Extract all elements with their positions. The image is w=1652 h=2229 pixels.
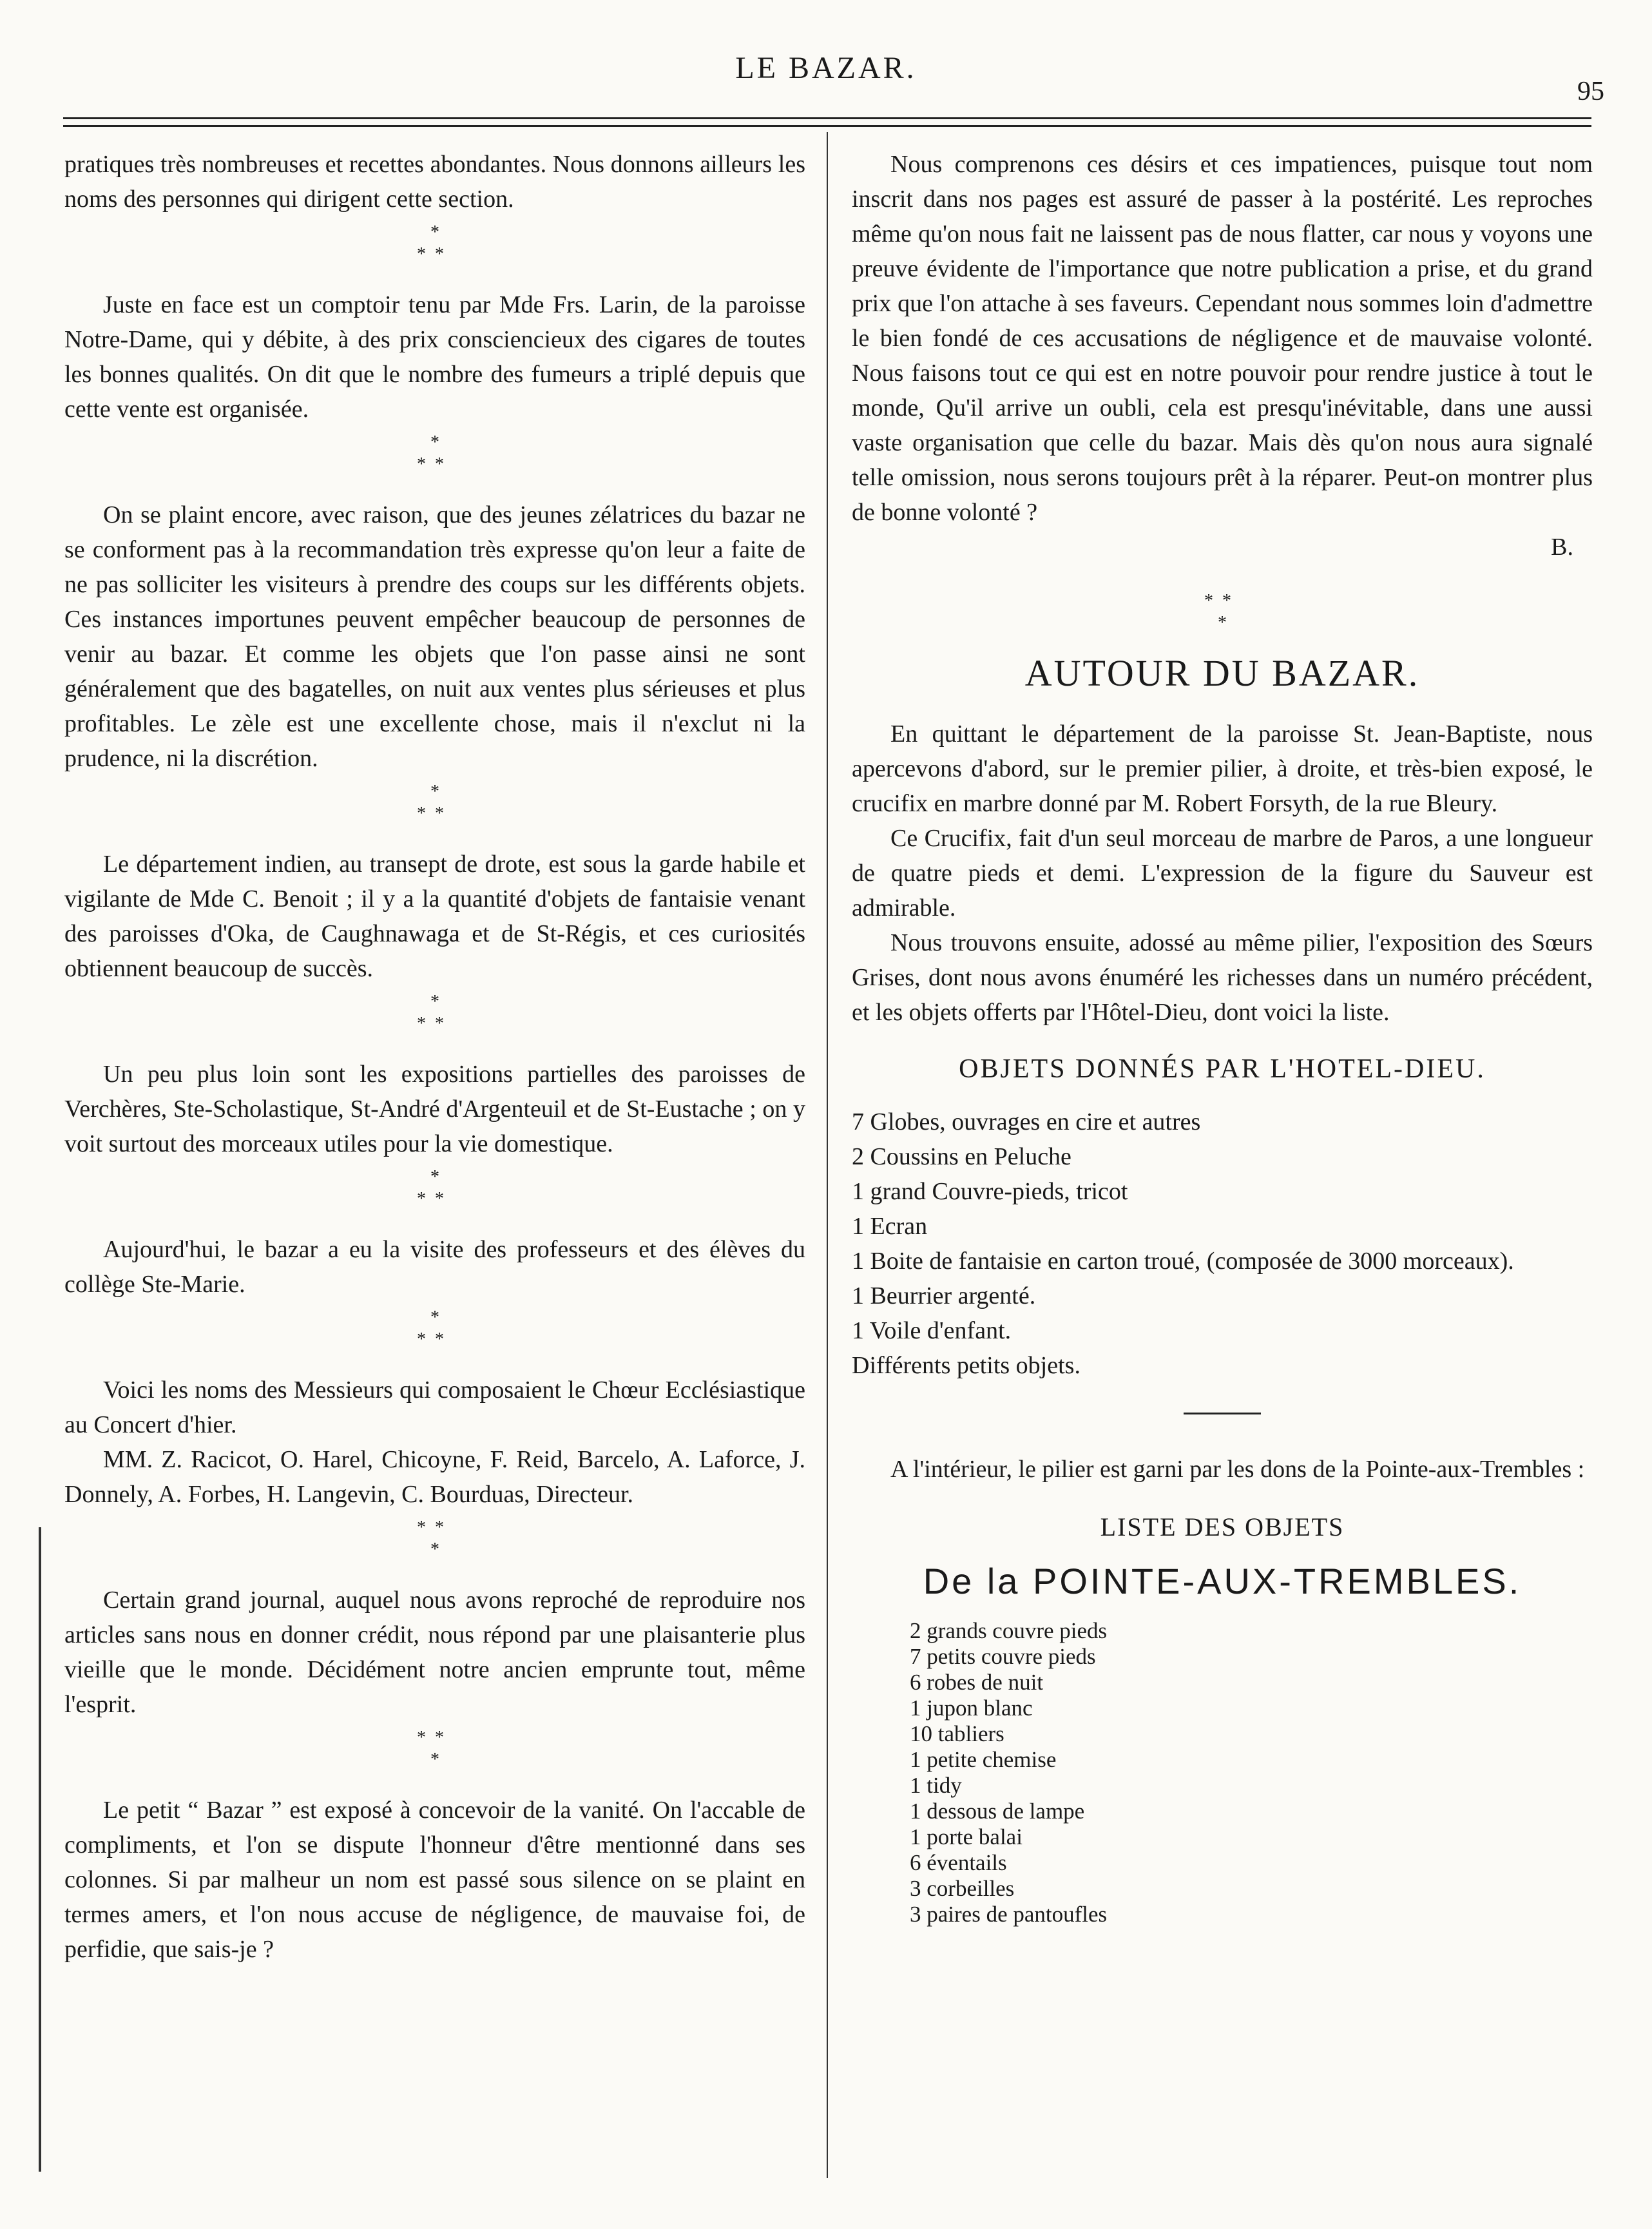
asterism-divider: * **	[417, 782, 453, 824]
column-divider	[827, 132, 828, 2178]
list-item: 1 jupon blanc	[910, 1695, 1033, 1721]
list-item: 1 grand Couvre-pieds, tricot	[852, 1178, 1128, 1205]
asterism-divider: ** *	[417, 1518, 453, 1559]
list-item: 7 petits couvre pieds	[910, 1644, 1096, 1669]
list-item: 3 corbeilles	[910, 1876, 1015, 1901]
page-number: 95	[1577, 77, 1604, 106]
right-column	[852, 147, 1593, 1927]
list-item: 1 Ecran	[852, 1213, 928, 1240]
choir-names: MM. Z. Racicot, O. Harel, Chicoyne, F. Reid, Barcelo, A. Laforce, J. Donnely, A. Forbes, H. Langevin, C. Bourduas, Directeur.	[64, 1446, 805, 1508]
pointe-aux-trembles-list	[910, 1618, 1593, 1927]
paragraph: Voici les noms des Messieurs qui composaient le Chœur Ecclésiastique au Concert d'hier.	[64, 1376, 805, 1438]
list-item: 1 porte balai	[910, 1824, 1023, 1849]
asterism-divider: * **	[417, 432, 453, 474]
list-item: 1 dessous de lampe	[910, 1799, 1085, 1824]
asterism-divider: ** *	[1204, 591, 1240, 633]
pointe-list-title: LISTE DES OBJETS	[1100, 1512, 1345, 1541]
section-title: AUTOUR DU BAZAR.	[1024, 652, 1420, 694]
running-header-title: LE BAZAR.	[735, 51, 917, 85]
paragraph: Un peu plus loin sont les expositions partielles des paroisses de Verchères, Ste-Scholastique, St-André d'Argenteuil et de St-Eustache ; on y voit surtout des morceaux utiles pour la vie domestique.	[64, 1061, 805, 1157]
paragraph: A l'intérieur, le pilier est garni par les dons de la Pointe-aux-Trembles :	[890, 1456, 1585, 1483]
binding-edge-line	[39, 1527, 41, 2172]
list-item: 7 Globes, ouvrages en cire et autres	[852, 1108, 1201, 1135]
paragraph: Le petit “ Bazar ” est exposé à concevoir de la vanité. On l'accable de compliments, et l'on se dispute l'honneur d'être mentionné dans ses colonnes. Si par malheur un nom est passé sous silence on se plaint en termes amers, et l'on nous accuse de négligence, de mauvaise foi, de perfidie, que sais-je ?	[64, 1797, 805, 1963]
list-item: 1 Beurrier argenté.	[852, 1282, 1036, 1309]
list-item: 3 paires de pantoufles	[910, 1902, 1108, 1927]
list-item: 6 éventails	[910, 1850, 1007, 1875]
asterism-divider: * **	[417, 1167, 453, 1209]
paragraph: pratiques très nombreuses et recettes abondantes. Nous donnons ailleurs les noms des personnes qui dirigent cette section.	[64, 151, 805, 213]
list-item: Différents petits objets.	[852, 1352, 1081, 1379]
paragraph: Le département indien, au transept de drote, est sous la garde habile et vigilante de Mde C. Benoit ; il y a la quantité d'objets de fantaisie venant des paroisses d'Oka, de Caughnawaga et de St-Régis, et ces curiosités obtiennent beaucoup de succès.	[64, 851, 805, 982]
header-rule-bottom	[63, 125, 1591, 127]
paragraph: Nous comprenons ces désirs et ces impatiences, puisque tout nom inscrit dans nos pages est assuré de passer à la postérité. Les reproches même qu'on nous fait ne laissent pas de nous flatter, car nous y voyons une preuve évidente de l'importance que notre publication a prise, et du grand prix que l'on attache à ses faveurs. Cependant nous sommes loin d'admettre le bien fondé de ces accusations de négligence et de mauvaise volonté. Nous faisons tout ce qui est en notre pouvoir pour rendre justice à tout le monde, Qu'il arrive un oubli, cela est presqu'inévitable, dans une aussi vaste organisation que celle du bazar. Mais dès qu'on nous aura signalé telle omission, nous serons toujours prêt à la réparer. Peut-on montrer plus de bonne volonté ?	[852, 151, 1593, 526]
list-item: 1 Boite de fantaisie en carton troué, (composée de 3000 morceaux).	[852, 1248, 1514, 1275]
left-column	[64, 147, 805, 1967]
paragraph: Nous trouvons ensuite, adossé au même pilier, l'exposition des Sœurs Grises, dont nous avons énuméré les richesses dans un numéro précédent, et les objets offerts par l'Hôtel-Dieu, dont voici la liste.	[852, 929, 1593, 1026]
paragraph: Ce Crucifix, fait d'un seul morceau de marbre de Paros, a une longueur de quatre pieds et demi. L'expression de la figure du Sauveur est admirable.	[852, 825, 1593, 922]
list-item: 10 tabliers	[910, 1721, 1004, 1746]
list-item: 1 petite chemise	[910, 1747, 1057, 1772]
list-item: 1 Voile d'enfant.	[852, 1317, 1012, 1344]
pointe-list-subtitle: De la POINTE-AUX-TREMBLES.	[923, 1561, 1522, 1601]
list-item: 2 Coussins en Peluche	[852, 1143, 1071, 1170]
author-signature: B.	[1551, 534, 1573, 561]
asterism-divider: * **	[417, 222, 453, 264]
hotel-dieu-list-title: OBJETS DONNÉS PAR L'HOTEL-DIEU.	[959, 1054, 1486, 1084]
paragraph: On se plaint encore, avec raison, que des jeunes zélatrices du bazar ne se conforment pas à la recommandation très expresse qu'on leur a faite de ne pas solliciter les visiteurs à prendre des coups sur les différents objets. Ces instances importunes peuvent empêcher beaucoup de personnes de venir au bazar. Et comme les objets que l'on passe ainsi ne sont généralement que des bagatelles, on nuit aux ventes plus sérieuses et plus profitables. Le zèle est une excellente chose, mais il n'exclut ni la prudence, ni la discrétion.	[64, 501, 805, 772]
header-rule-top	[63, 117, 1591, 119]
list-item: 6 robes de nuit	[910, 1670, 1044, 1695]
list-item: 1 tidy	[910, 1773, 962, 1798]
list-item: 2 grands couvre pieds	[910, 1618, 1108, 1643]
asterism-divider: * **	[417, 1307, 453, 1349]
asterism-divider: * **	[417, 992, 453, 1034]
paragraph: Juste en face est un comptoir tenu par Mde Frs. Larin, de la paroisse Notre-Dame, qui y débite, à des prix consciencieux des cigares de toutes les bonnes qualités. On dit que le nombre des fumeurs a triplé depuis que cette vente est organisée.	[64, 291, 805, 423]
hotel-dieu-list	[852, 1105, 1593, 1383]
short-rule	[1184, 1413, 1261, 1414]
paragraph: Certain grand journal, auquel nous avons reproché de reproduire nos articles sans nous en donner crédit, nous répond par une plaisanterie plus vieille que le monde. Décidément notre ancien emprunte tout, même l'esprit.	[64, 1587, 805, 1718]
paragraph: En quittant le département de la paroisse St. Jean-Baptiste, nous apercevons d'abord, sur le premier pilier, à droite, et très-bien exposé, le crucifix en marbre donné par M. Robert Forsyth, de la rue Bleury.	[852, 720, 1593, 817]
paragraph: Aujourd'hui, le bazar a eu la visite des professeurs et des élèves du collège Ste-Marie.	[64, 1236, 805, 1298]
asterism-divider: ** *	[417, 1728, 453, 1770]
